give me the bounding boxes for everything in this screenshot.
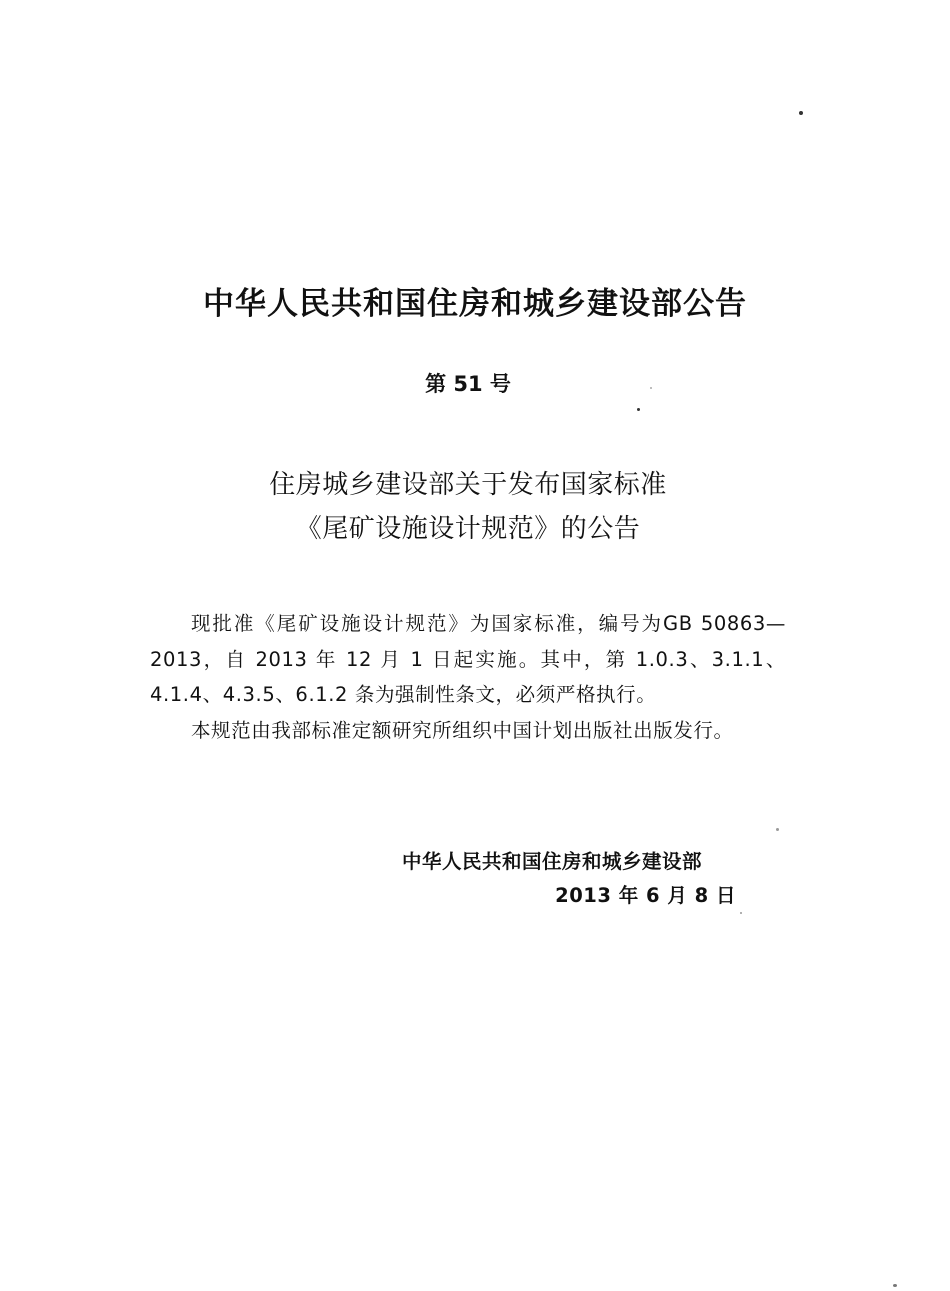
scan-speck [740,912,742,914]
scan-speck [776,828,779,831]
announcement-title: 中华人民共和国住房和城乡建设部公告 [203,286,747,322]
announcement-number: 第 51 号 [425,372,511,396]
body-paragraph: 本规范由我部标准定额研究所组织中国计划出版社出版发行。 [190,718,734,742]
scan-speck [893,1284,897,1287]
announcement-subtitle-line2: 《尾矿设施设计规范》的公告 [295,514,641,544]
announcement-subtitle-line1: 住房城乡建设部关于发布国家标准 [269,470,667,500]
body-paragraph: 现批准《尾矿设施设计规范》为国家标准，编号为GB 50863—2013，自 2013 年 12 月 1 日起实施。其中，第 1.0.3、3.1.1、4.1.4、4.3.5、6.1.2 条为强制性条文，必须严格执行。 [150,612,786,706]
scan-speck [637,408,640,411]
announcement-body [150,606,786,748]
signature-block [402,845,738,913]
issuer-name: 中华人民共和国住房和城乡建设部 [402,850,703,873]
scan-speck [799,111,803,115]
issue-date: 2013 年 6 月 8 日 [555,884,736,907]
